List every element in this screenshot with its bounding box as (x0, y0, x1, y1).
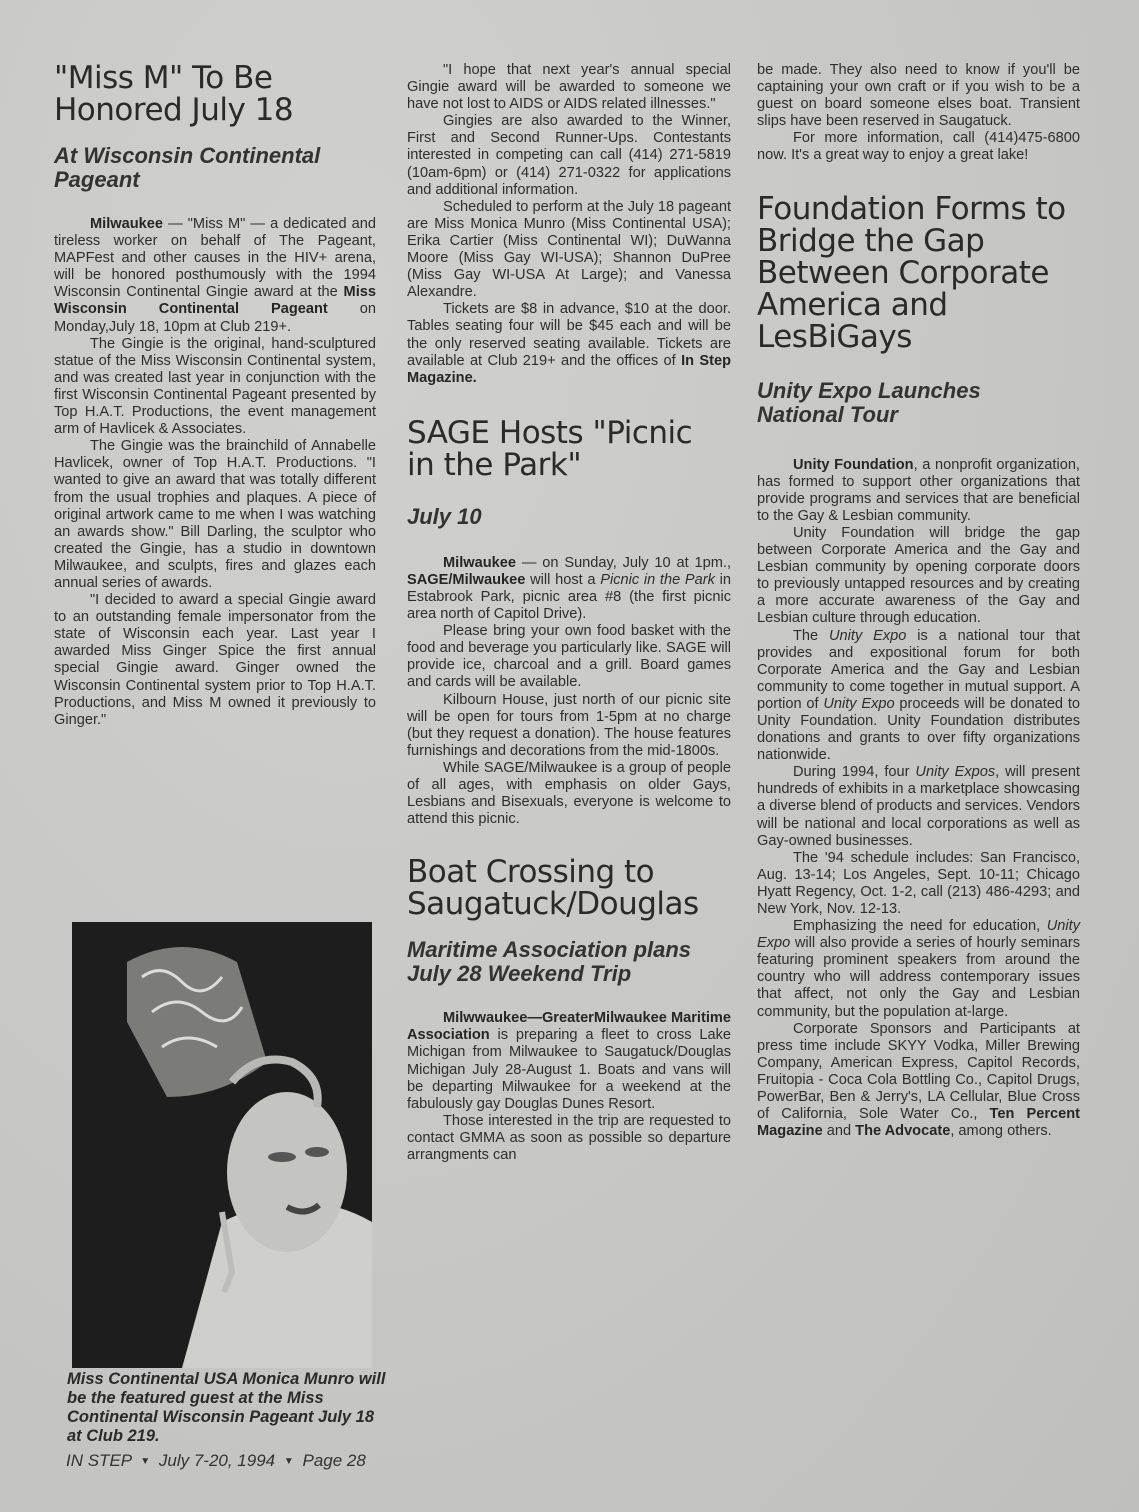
photo-monica-munro (72, 922, 372, 1368)
triangle-separator-icon: ▼ (140, 1456, 151, 1467)
paragraph: Scheduled to perform at the July 18 pageant are Miss Monica Munro (Miss Continental USA); Erika Cartier (Miss Continental WI); DuWanna Moore (Miss Gay WI-USA); Shannon DuPree (Miss Gay WI-USA At Large); and Vanessa Alexandre. (407, 198, 731, 301)
paragraph: "I hope that next year's annual special Gingie award will be awarded to someone we have not lost to AIDS or AIDS related illnesses." (407, 62, 731, 113)
portrait-illustration (72, 922, 372, 1368)
headline-line-2: Saugatuck/Douglas (407, 886, 699, 923)
headline-unity: Foundation Forms to Bridge the Gap Between Corporate America and LesBiGays (757, 190, 1066, 355)
headline-line-2: Honored July 18 (54, 92, 294, 128)
paragraph: The Gingie was the brainchild of Annabelle Havlicek, owner of Top H.A.T. Productions. "I wanted to give an award that was totally different from the usual trophies and plaques. A piece of original artwork came to me when I was watching an awards show." Bill Darling, the sculptor who created the Gingie, has a studio in downtown Milwaukee, and sculpts, fires and glazes each annual series of awards. (54, 438, 376, 591)
dateline: Milwwaukee—GreaterMilwaukee Maritime Association (407, 1010, 731, 1044)
deck-miss-m: At Wisconsin Continental Pageant (54, 143, 321, 192)
dateline: Milwaukee (90, 216, 163, 232)
deck-boat: Maritime Association plans July 28 Weekend Trip (407, 937, 692, 987)
paragraph: During 1994, four Unity Expos, will present hundreds of exhibits in a marketplace showcasing a diverse blend of products and services. Vendors will be national and local corporations as well as Gay-owned businesses. (757, 764, 1080, 849)
paragraph: Please bring your own food basket with the food and beverage you particularly like. SAGE will provide ice, charcoal and a grill. Board games and cards will be available. (407, 623, 731, 691)
paragraph: Kilbourn House, just north of our picnic site will be open for tours from 1-5pm at no charge (but they request a donation). The house features furnishings and decorations from the mid-1800s. (407, 691, 731, 759)
paragraph: Gingies are also awarded to the Winner, First and Second Runner-Ups. Contestants interested in competing can call (414) 271-5819 (10am-6pm) or (414) 271-0322 for applications and additional information. (407, 113, 731, 198)
paragraph: For more information, call (414)475-6800 now. It's a great way to enjoy a great lake! (757, 130, 1080, 164)
paragraph: The Unity Expo is a national tour that provides and expositional forum for both Corporate America and the Gay and Lesbian community to come together in mutual support. A portion of Unity Expo proceeds will be donated to Unity Foundation. Unity Foundation distributes donations and grants to over fifty organizations nationwide. (757, 627, 1081, 764)
paragraph: Unity Foundation, a nonprofit organization, has formed to support other organizations that provide programs and services that are beneficial to the Gay & Lesbian community. (757, 456, 1080, 524)
paragraph: Unity Foundation will bridge the gap between Corporate America and the Gay and Lesbian community by opening corporate doors to previously untapped resources and by creating a more accurate awareness of the Gay and Lesbian culture through education. (757, 524, 1080, 627)
dateline: Milwaukee (443, 554, 516, 571)
page-number: Page 28 (302, 1451, 366, 1470)
paragraph: Milwaukee — on Sunday, July 10 at 1pm., SAGE/Milwaukee will host a Picnic in the Park in Estabrook Park, picnic area #8 (the first picnic area north of Capitol Drive). (407, 554, 731, 623)
headline-line-1: "Miss M" To Be (54, 60, 273, 96)
paragraph: Tickets are $8 in advance, $10 at the door. Tables seating four will be $45 each and will be the only reserved seating available. Tickets are available at Club 219+ and the offices of In Step Magazine. (407, 301, 731, 386)
paragraph: Milwwaukee—GreaterMilwaukee Maritime Association is preparing a fleet to cross Lake Michigan from Milwaukee to Saugatuck/Douglas Michigan July 28-August 1. Boats and vans will be departing Milwaukee for a weekend at the fabulously gay Douglas Dunes Resort. (407, 1010, 731, 1112)
paragraph: Emphasizing the need for education, Unity Expo will also provide a series of hourly seminars featuring prominent speakers from around the country who will address contemporary issues that affect, not only the Gay and Lesbian community, but the population at-large. (757, 918, 1080, 1020)
paragraph-continued: be made. They also need to know if you'll be captaining your own craft or if you wish to be a guest on board someone elses boat. Transient slips have been reserved in Saugatuck. (757, 62, 1080, 130)
paragraph: The Gingie is the original, hand-sculptured statue of the Miss Wisconsin Continental system, and was created last year in conjunction with the first Wisconsin Continental Pageant presented by Top H.A.T. Productions, the event management arm of Havlicek & Associates. (54, 335, 376, 438)
paragraph: "I decided to award a special Gingie award to an outstanding female impersonator from the state of Wisconsin each year. Last year I awarded Miss Ginger Spice the first annual special Gingie award. Ginger owned the Wisconsin Continental system prior to Top H.A.T. Productions, and Miss M owned it previously to Ginger." (54, 592, 376, 728)
headline-boat (407, 854, 731, 923)
paragraph: While SAGE/Milwaukee is a group of people of all ages, with emphasis on older Gays, Lesbians and Bisexuals, everyone is welcome to attend this picnic. (407, 759, 731, 828)
publication-name: IN STEP (66, 1451, 132, 1470)
paragraph: The '94 schedule includes: San Francisco, Aug. 13-14; Los Angeles, Sept. 10-11; Chicago Hyatt Regency, Oct. 1-2, call (213) 486-4293; and New York, Nov. 12-13. (757, 849, 1080, 917)
page-footer (66, 1451, 366, 1471)
paragraph: Those interested in the trip are requested to contact GMMA as soon as possible so departure arrangments can (407, 1112, 731, 1164)
issue-dates: July 7-20, 1994 (158, 1451, 276, 1470)
photo-caption: Miss Continental USA Monica Munro will be the featured guest at the Miss Continental Wisconsin Pageant July 18 at Club 219. (67, 1370, 386, 1445)
deck-sage: July 10 (407, 503, 482, 529)
headline-miss-m (54, 62, 376, 126)
paragraph: Corporate Sponsors and Participants at press time include SKYY Vodka, Miller Brewing Company, American Express, Capitol Records, Fruitopia - Coca Cola Bottling Co., Capitol Drugs, PowerBar, Ben & Jerry's, LA Cellular, Blue Cross of California, Sole Water Co., Ten Percent Magazine and The Advocate, among others. (757, 1020, 1081, 1140)
deck-unity: Unity Expo Launches National Tour (757, 377, 981, 427)
column-3 (757, 62, 1080, 1140)
paragraph: Milwaukee — "Miss M" — a dedicated and tireless worker on behalf of The Pageant, MAPFest and other causes in the HIV+ arena, will be honored posthumously with the 1994 Wisconsin Continental Gingie award at the Miss Wisconsin Continental Pageant on Monday,July 18, 10pm at Club 219+. (54, 216, 376, 335)
column-1 (54, 58, 376, 729)
column-2 (407, 62, 731, 1164)
triangle-separator-icon: ▼ (283, 1456, 294, 1467)
headline-sage: SAGE Hosts "Picnic in the Park" (407, 414, 693, 483)
headline-line-1: Boat Crossing to (407, 854, 655, 891)
